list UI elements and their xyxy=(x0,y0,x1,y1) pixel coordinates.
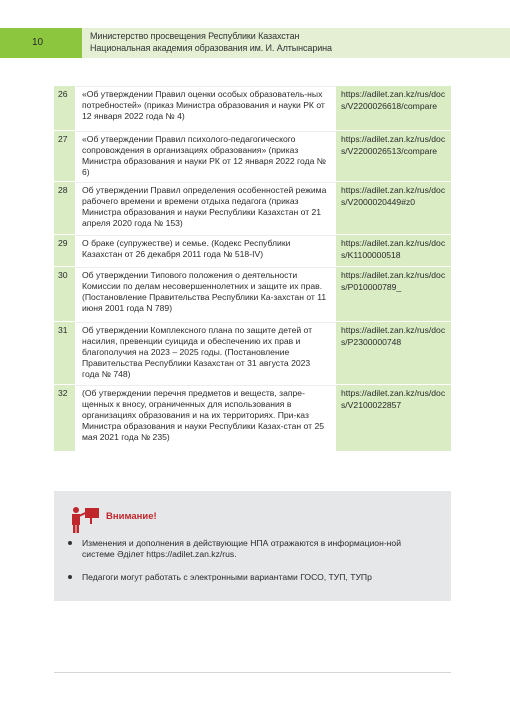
row-title: «Об утверждении Правил оценки особых образователь-ных потребностей» (приказ Министра образования и науки РК от 12 января 2022 года № 4) xyxy=(76,86,336,130)
bullet-text: Изменения и дополнения в действующие НПА отражаются в информацион-ной системе Әділет https://adilet.zan.kz/rus. xyxy=(82,538,402,559)
row-number: 31 xyxy=(54,322,76,384)
page-number: 10 xyxy=(32,37,44,48)
table-row xyxy=(54,131,451,182)
row-link[interactable]: https://adilet.zan.kz/rus/docs/P010000789_ xyxy=(336,267,451,321)
table-row xyxy=(54,322,451,385)
bullet-text: Педагоги могут работать с электронными вариантами ГОСО, ТУП, ТУПр xyxy=(82,572,372,582)
row-link[interactable]: https://adilet.zan.kz/rus/docs/V2100022857 xyxy=(336,385,451,451)
row-title: Об утверждении Правил определения особенностей режима рабочего времени и времени отдыха педагога (приказ Министра образования и науки Республики Казахстан от 21 апреля 2020 года № 153) xyxy=(76,182,336,234)
table-row xyxy=(54,86,451,131)
row-number: 27 xyxy=(54,131,76,181)
header-ministry: Министерство просвещения Республики Казахстан xyxy=(90,31,300,41)
footer-rule xyxy=(54,672,451,673)
row-number: 29 xyxy=(54,235,76,266)
row-title: (Об утверждении перечня предметов и веществ, запре-щенных к вносу, ограниченных для использования в организациях образования и на их территориях. При-каз Министра образования и науки Республики Казах-стан от 25 мая 2021 года № 235) xyxy=(76,385,336,451)
row-link[interactable]: https://adilet.zan.kz/rus/docs/V2200026618/compare xyxy=(336,86,451,130)
row-title: «Об утверждении Правил психолого-педагогического сопровождения в организациях образования» (приказ Министра образования и науки РК от 12 января 2022 года № 6) xyxy=(76,131,336,181)
bullet-dot-icon xyxy=(68,575,72,579)
row-link[interactable]: https://adilet.zan.kz/rus/docs/V2200026513/compare xyxy=(336,131,451,181)
row-number: 28 xyxy=(54,182,76,234)
row-number: 30 xyxy=(54,267,76,321)
row-title: О браке (супружестве) и семье. (Кодекс Республики Казахстан от 26 декабря 2011 года № 518-IV) xyxy=(76,235,336,266)
row-title: Об утверждении Комплексного плана по защите детей от насилия, превенции суицида и обеспечению их прав и благополучия на 2023 – 2025 годы. (Постановление Правительства Республики Казахстан от 31 августа 2023 года № 748) xyxy=(76,322,336,384)
table-row xyxy=(54,235,451,267)
row-number: 32 xyxy=(54,385,76,451)
teacher-board-icon xyxy=(70,506,100,534)
row-number: 26 xyxy=(54,86,76,130)
table-row xyxy=(54,385,451,452)
laws-table xyxy=(54,86,451,452)
header-academy: Национальная академия образования им. И. Алтынсарина xyxy=(90,43,332,53)
table-row xyxy=(54,267,451,322)
row-title: Об утверждении Типового положения о деятельности Комиссии по делам несовершеннолетних и защите их прав. (Постановление Правительства Республики Ка-захстан от 11 июня 2001 года N 789) xyxy=(76,267,336,321)
row-link[interactable]: https://adilet.zan.kz/rus/docs/P2300000748 xyxy=(336,322,451,384)
bullet-dot-icon xyxy=(68,541,72,545)
table-row xyxy=(54,182,451,235)
notice-title: Внимание! xyxy=(106,511,157,522)
row-link[interactable]: https://adilet.zan.kz/rus/docs/V2000020449#z0 xyxy=(336,182,451,234)
row-link[interactable]: https://adilet.zan.kz/rus/docs/K1100000518 xyxy=(336,235,451,266)
